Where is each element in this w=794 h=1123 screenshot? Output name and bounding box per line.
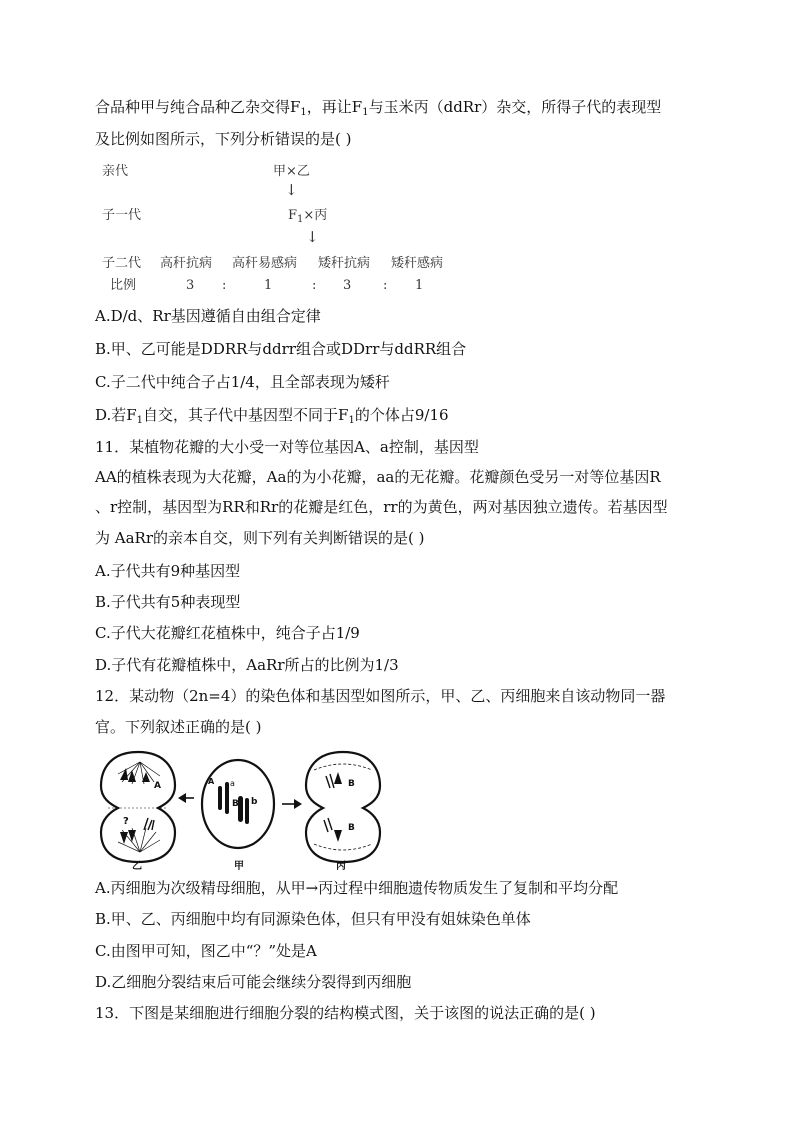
gene-label-B: B: [232, 799, 239, 809]
q11-stem-line1: 11．某植物花瓣的大小受一对等位基因A、a控制，基因型: [95, 438, 479, 456]
q13-stem-line1: 13．下图是某细胞进行细胞分裂的结构模式图，关于该图的说法正确的是( ): [95, 1004, 596, 1022]
arrow-left-icon: [178, 793, 194, 803]
phenotype-2: 高秆易感病: [232, 256, 298, 271]
q10-option-b: B.甲、乙可能是DDRR与ddrr组合或DDrr与ddRR组合: [95, 340, 467, 358]
arrow-right-icon: [282, 799, 302, 809]
q10-stem-line1: 合品种甲与纯合品种乙杂交得$F_1$，再让$F_1$与玉米丙（ddRr）杂交，所得子代的表现型: [95, 98, 662, 118]
gene-label-A: A: [208, 777, 215, 786]
cell-bing: [306, 752, 380, 862]
ratio-value: 1: [264, 278, 273, 293]
q11-option-b: B.子代共有5种表现型: [95, 593, 241, 611]
phenotype-1: 高秆抗病: [160, 256, 213, 271]
phenotype-3: 矮秆抗病: [318, 256, 371, 271]
question-mark-label: ?: [123, 816, 129, 827]
q10-stem-line2: 及比例如图所示，下列分析错误的是( ): [95, 130, 352, 148]
gene-label-A: A: [154, 781, 161, 791]
parents-cross: 甲×乙: [273, 164, 310, 179]
q11-stem-line3: 、r控制，基因型为RR和Rr的花瓣是红色，rr的为黄色，两对基因独立遗传。若基因型: [95, 498, 668, 516]
ratio-label: 比例: [110, 278, 137, 293]
q10-option-d: D.若$F_1$自交，其子代中基因型不同于$F_1$的个体占9/16: [95, 406, 449, 426]
cell-label-jia: 甲: [234, 861, 244, 870]
ratio-colon: :: [383, 278, 388, 293]
ratio-colon: :: [222, 278, 227, 293]
q12-option-a: A.丙细胞为次级精母细胞，从甲→丙过程中细胞遗传物质发生了复制和平均分配: [95, 879, 619, 897]
gene-label-B: B: [348, 823, 355, 833]
cell-label-bing: 丙: [336, 861, 346, 870]
row-label-f1: 子一代: [102, 208, 142, 223]
q12-option-c: C.由图甲可知，图乙中“？”处是A: [95, 942, 317, 960]
ratio-value: 3: [186, 278, 195, 293]
gene-label-a: a: [230, 779, 235, 788]
cell-yi: [101, 752, 175, 862]
phenotype-4: 矮秆感病: [391, 256, 444, 271]
cell-jia: [202, 760, 274, 848]
ratio-value: 3: [343, 278, 352, 293]
f1-cross: $F_1\times$丙: [288, 208, 328, 225]
q11-option-a: A.子代共有9种基因型: [95, 562, 241, 580]
q12-stem-line2: 官。下列叙述正确的是( ): [95, 718, 262, 736]
q10-option-a: A.D/d、Rr基因遵循自由组合定律: [95, 307, 321, 325]
row-label-parents: 亲代: [102, 164, 129, 179]
down-arrow-icon: ↓: [306, 228, 319, 246]
gene-label-B: B: [348, 779, 355, 789]
q12-option-d: D.乙细胞分裂结束后可能会继续分裂得到丙细胞: [95, 973, 412, 991]
q11-option-c: C.子代大花瓣红花植株中，纯合子占1/9: [95, 624, 360, 642]
ratio-value: 1: [415, 278, 424, 293]
q12-stem-line1: 12．某动物（2n=4）的染色体和基因型如图所示，甲、乙、丙细胞来自该动物同一器: [95, 687, 666, 705]
row-label-f2: 子二代: [102, 256, 142, 271]
q12-option-b: B.甲、乙、丙细胞中均有同源染色体，但只有甲没有姐妹染色单体: [95, 910, 531, 928]
q10-option-c: C.子二代中纯合子占1/4，且全部表现为矮秆: [95, 373, 390, 391]
q11-stem-line2: AA的植株表现为大花瓣，Aa的为小花瓣，aa的无花瓣。花瓣颜色受另一对等位基因R: [95, 468, 661, 486]
cell-label-yi: 乙: [132, 861, 142, 870]
q11-option-d: D.子代有花瓣植株中，AaRr所占的比例为1/3: [95, 656, 399, 674]
gene-label-b: b: [251, 797, 258, 807]
q11-stem-line4: 为 AaRr的亲本自交，则下列有关判断错误的是( ): [95, 529, 425, 547]
ratio-colon: :: [312, 278, 317, 293]
down-arrow-icon: ↓: [285, 181, 298, 199]
cell-division-figure: [98, 748, 388, 870]
